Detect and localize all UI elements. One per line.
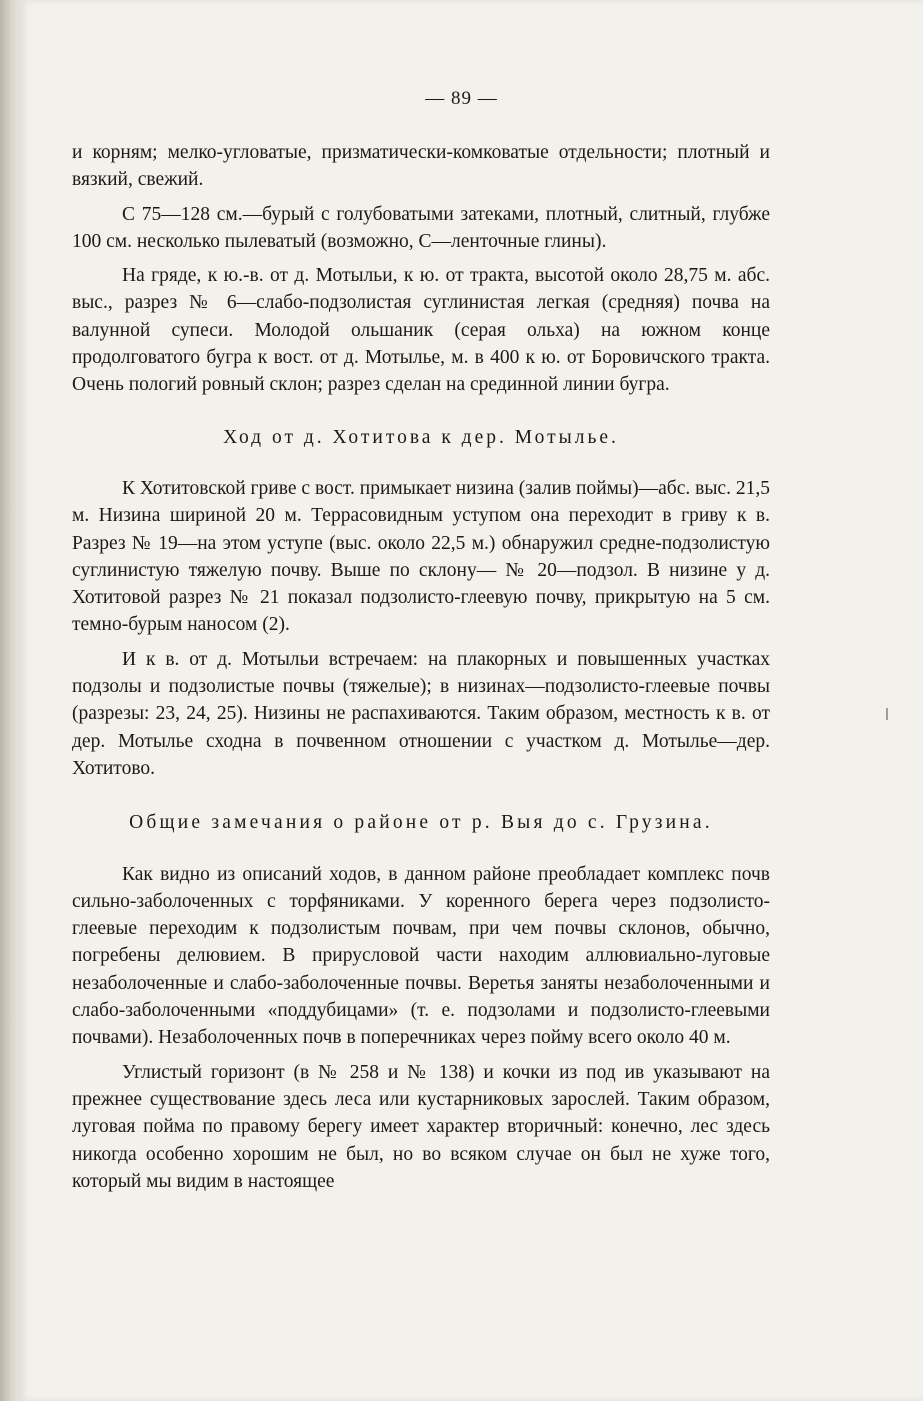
paragraph: Как видно из описаний ходов, в данном районе преобладает комплекс почв сильно-заболоченных с торфяниками. У коренного берега через подзолисто-глеевые переходим к подзолистым почвам, при чем почвы склонов, обычно, погребены делювием. В прирусловой части находим аллювиально-луговые незаболоченные и слабо-заболоченные почвы. Веретья заняты незаболоченными и слабо-заболоченными «поддубицами» (т. е. подзолами и подзолисто-глеевыми почвами). Незаболоченных почв в поперечниках через пойму всего около 40 м. (72, 863, 770, 1049)
paragraph: С 75—128 см.—бурый с голубоватыми затеками, плотный, слитный, глубже 100 см. несколько пылеватый (возможно, С—ленточные глины). (72, 203, 770, 252)
paragraph: Углистый горизонт (в № 258 и № 138) и кочки из под ив указывают на прежнее существование здесь леса или кустарниковых зарослей. Таким образом, луговая пойма по правому берегу имеет характер вторичный: конечно, лес здесь никогда особенно хорошим не был, но во всяком случае он был не хуже того, который мы видим в настоящее (72, 1061, 770, 1192)
paragraph-continuation: и корням; мелко-угловатые, призматически-комковатые отдельности; плотный и вязкий, свежий. (72, 142, 770, 191)
paragraph: На гряде, к ю.-в. от д. Мотыльи, к ю. от тракта, высотой около 28,75 м. абс. выс., разрез № 6—слабо-подзолистая суглинистая легкая (средняя) почва на валунной супеси. Молодой ольшаник (серая ольха) на южном конце продолговатого бугра к вост. от д. Мотылье, м. в 400 к ю. от Боровичского тракта. Очень пологий ровный склон; разрез сделан на срединной линии бугра. (72, 265, 770, 396)
paragraph: И к в. от д. Мотыльи встречаем: на плакорных и повышенных участках подзолы и подзолистые почвы (тяжелые); в низинах—подзолисто-глеевые почвы (разрезы: 23, 24, 25). Низины не распахиваются. Таким образом, местность к в. от дер. Мотылье сходна в почвенном отношении с участком д. Мотылье—дер. Хотитово. (72, 648, 770, 779)
scan-mark (886, 708, 888, 720)
page-body (72, 139, 770, 1202)
page-left-edge (0, 0, 18, 1401)
paragraph: К Хотитовской гриве с вост. примыкает низина (залив поймы)—абс. выс. 21,5 м. Низина шириной 20 м. Террасовидным уступом она переходит в гриву к в. Разрез № 19—на этом уступе (выс. около 22,5 м.) обнаружил средне-подзолистую суглинистую тяжелую почву. Выше по склону— № 20—подзол. В низине у д. Хотитовой разрез № 21 показал подзолисто-глеевую почву, прикрытую на 5 см. темно-бурым наносом (2). (72, 477, 770, 636)
section-heading-general-remarks: Общие замечания о районе от р. Выя до с. Грузина. (129, 812, 713, 834)
page-number: — 89 — (425, 88, 498, 109)
section-heading-khotitovo: Ход от д. Хотитова к дер. Мотылье. (223, 426, 619, 448)
